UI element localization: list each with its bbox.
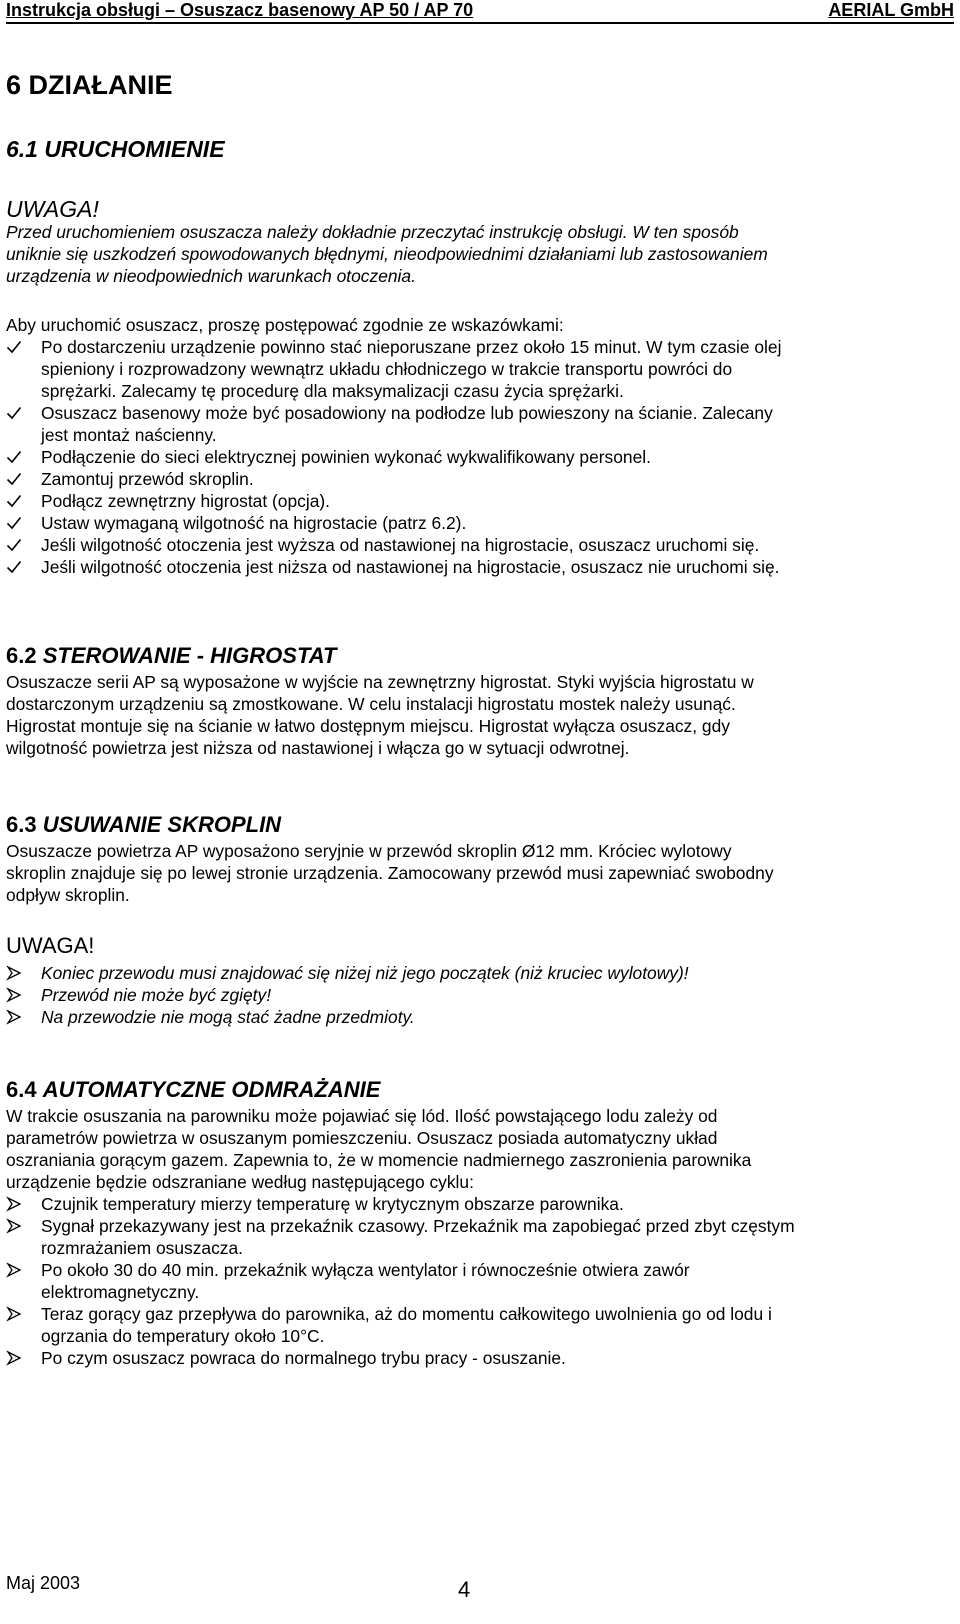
- warning-item: [6, 1006, 946, 1028]
- list-item-text: Na przewodzie nie mogą stać żadne przedmioty.: [41, 1007, 415, 1027]
- section-6-3-body: [6, 840, 946, 906]
- page-number: 4: [458, 1577, 471, 1602]
- check-icon: [6, 405, 26, 421]
- checklist-item: [6, 556, 946, 578]
- warning-line: uniknie się uszkodzeń spowodowanych błędnymi, nieodpowiednimi działaniami lub zastosowaniem: [6, 244, 768, 264]
- section-6-4-title: [6, 1077, 380, 1103]
- warning-item: [6, 962, 946, 984]
- warning-item: [6, 984, 946, 1006]
- checklist-item: [6, 512, 946, 534]
- chapter-title: 6 DZIAŁANIE: [6, 70, 173, 100]
- arrow-bullet-icon: [6, 1009, 26, 1025]
- list-item-text: Po około 30 do 40 min. przekaźnik wyłącza wentylator i równocześnie otwiera zawór: [41, 1260, 690, 1280]
- checklist-item: [6, 490, 946, 512]
- check-icon: [6, 537, 26, 553]
- list-item-text: Osuszacz basenowy może być posadowiony na podłodze lub powieszony na ścianie. Zalecany: [41, 403, 773, 423]
- header-company: AERIAL GmbH: [828, 0, 954, 20]
- list-item-text: ogrzania do temperatury około 10°C.: [41, 1326, 325, 1346]
- check-icon: [6, 449, 26, 465]
- paragraph-line: parametrów powietrza w osuszanym pomieszczeniu. Osuszacz posiada automatyczny układ: [6, 1128, 718, 1148]
- paragraph-line: Osuszacze serii AP są wyposażone w wyjście na zewnętrzny higrostat. Styki wyjścia higrostatu w: [6, 672, 754, 692]
- cycle-step-item: [6, 1347, 946, 1369]
- section-6-1-title: 6.1 URUCHOMIENIE: [6, 136, 225, 162]
- warning-text: [6, 221, 946, 287]
- list-item-text: Po czym osuszacz powraca do normalnego trybu pracy - osuszanie.: [41, 1348, 566, 1368]
- cycle-step-item: [6, 1193, 946, 1215]
- list-item-text: Zamontuj przewód skroplin.: [41, 469, 254, 489]
- section-6-3-title: [6, 812, 281, 838]
- checklist-item: [6, 468, 946, 490]
- paragraph-line: urządzenie będzie odszraniane według następującego cyklu:: [6, 1172, 474, 1192]
- list-item-text: Przewód nie może być zgięty!: [41, 985, 272, 1005]
- section-name: AUTOMATYCZNE ODMRAŻANIE: [42, 1077, 381, 1102]
- paragraph-line: Osuszacze powietrza AP wyposażono seryjnie w przewód skroplin Ø12 mm. Króciec wylotowy: [6, 841, 732, 861]
- paragraph-line: W trakcie osuszania na parowniku może pojawiać się lód. Ilość powstającego lodu zależy od: [6, 1106, 718, 1126]
- cycle-step-item: [6, 1259, 946, 1303]
- warning-title-2: UWAGA!: [6, 933, 95, 958]
- cycle-step-item: [6, 1215, 946, 1259]
- section-number: 6.3: [6, 812, 37, 837]
- page-header: [6, 0, 954, 24]
- cycle-step-item: [6, 1303, 946, 1347]
- list-item-text: Jeśli wilgotność otoczenia jest wyższa od nastawionej na higrostacie, osuszacz uruchomi się.: [41, 535, 760, 555]
- arrow-bullet-icon: [6, 1350, 26, 1366]
- arrow-bullet-icon: [6, 1262, 26, 1278]
- paragraph-line: wilgotność powietrza jest niższa od nastawionej i włącza go w sytuacji odwrotnej.: [6, 738, 630, 758]
- list-item-text: Jeśli wilgotność otoczenia jest niższa od nastawionej na higrostacie, osuszacz nie uruchomi się.: [41, 557, 780, 577]
- paragraph-line: odpływ skroplin.: [6, 885, 130, 905]
- warning-line: urządzenia w nieodpowiednich warunkach otoczenia.: [6, 266, 416, 286]
- arrow-bullet-icon: [6, 1196, 26, 1212]
- section-name: USUWANIE SKROPLIN: [42, 812, 282, 837]
- section-6-2-title: [6, 643, 336, 669]
- section-6-4-body: [6, 1105, 946, 1193]
- paragraph-line: dostarczonym urządzeniu są zmostkowane. W celu instalacji higrostatu mostek należy usunąć.: [6, 694, 736, 714]
- list-item-text: elektromagnetyczny.: [41, 1282, 200, 1302]
- arrow-bullet-icon: [6, 987, 26, 1003]
- check-icon: [6, 515, 26, 531]
- arrow-bullet-icon: [6, 1218, 26, 1234]
- list-item-text: Podłącz zewnętrzny higrostat (opcja).: [41, 491, 331, 511]
- list-item-text: Czujnik temperatury mierzy temperaturę w krytycznym obszarze parownika.: [41, 1194, 624, 1214]
- drain-warning-list: [6, 962, 946, 1028]
- paragraph-line: oszraniania gorącym gazem. Zapewnia to, że w momencie nadmiernego zaszronienia parownika: [6, 1150, 752, 1170]
- check-icon: [6, 559, 26, 575]
- list-item-text: jest montaż naścienny.: [41, 425, 217, 445]
- checklist-item: [6, 446, 946, 468]
- list-item-text: Ustaw wymaganą wilgotność na higrostacie (patrz 6.2).: [41, 513, 467, 533]
- list-item-text: Po dostarczeniu urządzenie powinno stać nieporuszane przez około 15 minut. W tym czasie olej: [41, 337, 782, 357]
- list-item-text: sprężarki. Zalecamy tę procedurę dla maksymalizacji czasu życia sprężarki.: [41, 381, 624, 401]
- list-item-text: spieniony i rozprowadzony wewnątrz układu chłodniczego w trakcie transportu powróci do: [41, 359, 733, 379]
- list-item-text: rozmrażaniem osuszacza.: [41, 1238, 243, 1258]
- checklist-item: [6, 534, 946, 556]
- section-number: 6.2: [6, 643, 37, 668]
- section-name: STEROWANIE - HIGROSTAT: [42, 643, 337, 668]
- check-icon: [6, 339, 26, 355]
- list-item-text: Koniec przewodu musi znajdować się niżej niż jego początek (niż kruciec wylotowy)!: [41, 963, 689, 983]
- checklist-item: [6, 336, 946, 402]
- checklist-item: [6, 402, 946, 446]
- check-icon: [6, 471, 26, 487]
- warning-line: Przed uruchomieniem osuszacza należy dokładnie przeczytać instrukcję obsługi. W ten sposób: [6, 222, 739, 242]
- list-item-text: Podłączenie do sieci elektrycznej powinien wykonać wykwalifikowany personel.: [41, 447, 651, 467]
- paragraph-line: skroplin znajduje się po lewej stronie urządzenia. Zamocowany przewód musi zapewniać swobodny: [6, 863, 774, 883]
- list-item-text: Teraz gorący gaz przepływa do parownika, aż do momentu całkowitego uwolnienia go od lodu i: [41, 1304, 772, 1324]
- section-number: 6.4: [6, 1077, 37, 1102]
- footer-date: Maj 2003: [6, 1573, 81, 1593]
- paragraph-line: Higrostat montuje się na ścianie w łatwo dostępnym miejscu. Higrostat wyłącza osuszacz, gdy: [6, 716, 730, 736]
- defrost-cycle-list: [6, 1193, 946, 1369]
- header-title: Instrukcja obsługi – Osuszacz basenowy AP 50 / AP 70: [6, 0, 474, 20]
- check-icon: [6, 493, 26, 509]
- section-6-2-body: [6, 671, 946, 759]
- startup-intro: Aby uruchomić osuszacz, proszę postępować zgodnie ze wskazówkami:: [6, 315, 564, 335]
- list-item-text: Sygnał przekazywany jest na przekaźnik czasowy. Przekaźnik ma zapobiegać przed zbyt częstym: [41, 1216, 795, 1236]
- startup-checklist: [6, 336, 946, 578]
- warning-title: UWAGA!: [6, 196, 99, 222]
- arrow-bullet-icon: [6, 965, 26, 981]
- arrow-bullet-icon: [6, 1306, 26, 1322]
